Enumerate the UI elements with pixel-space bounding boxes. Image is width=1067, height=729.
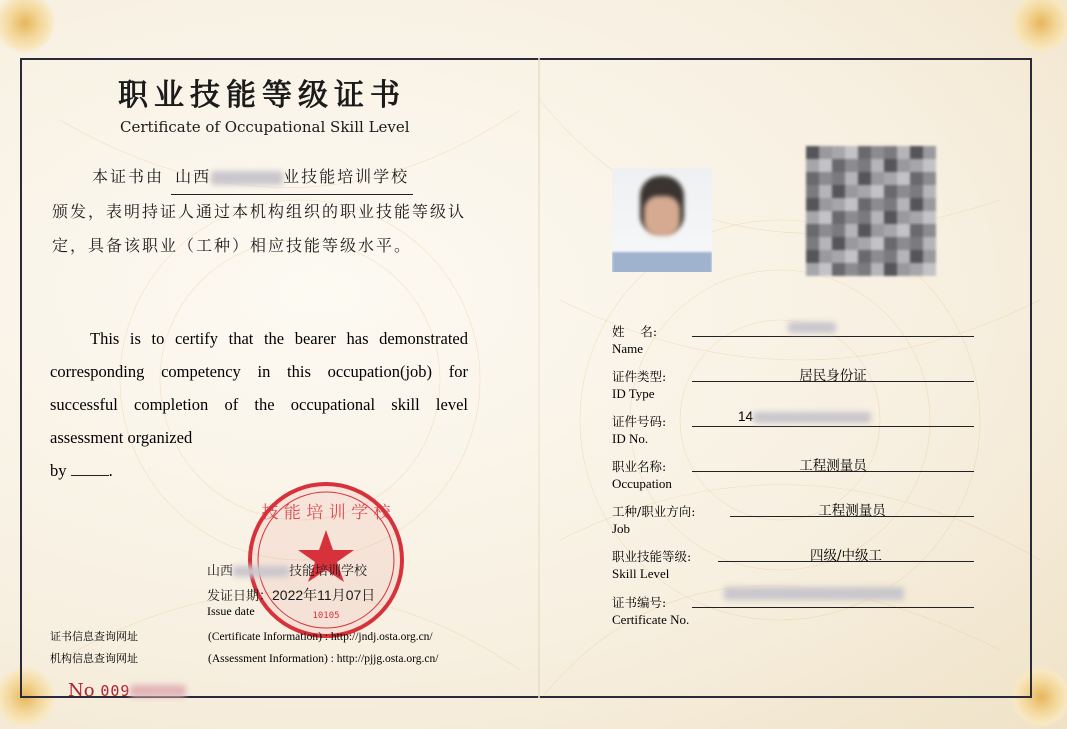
redacted-text <box>130 685 186 697</box>
statement-body: 颁发，表明持证人通过本机构组织的职业技能等级认定，具备该职业（工种）相应技能等级水平。 <box>52 202 467 255</box>
certificate-query-value: (Certificate Information) : http://jndj.osta.org.cn/ <box>208 631 433 643</box>
organizer-blank <box>71 475 109 476</box>
statement-prefix: 本证书由 <box>92 167 165 186</box>
center-fold <box>538 58 540 698</box>
field-label-en: Certificate No. <box>612 612 690 627</box>
issuer-signature-line <box>207 560 367 579</box>
redacted-name <box>788 322 836 333</box>
assessment-query-value: (Assessment Information) : http://pjjg.osta.org.cn/ <box>208 653 439 665</box>
title-english: Certificate of Occupational Skill Level <box>120 118 410 136</box>
field-label-en: ID No. <box>612 431 649 446</box>
field-underline <box>692 336 974 337</box>
holder-photo <box>612 168 712 272</box>
qr-code <box>806 146 936 276</box>
field-job <box>612 502 886 537</box>
issuer-line-end: 技能培训学校 <box>289 564 368 579</box>
issuer-line-start: 山西 <box>207 564 234 579</box>
field-value: 工程测量员 <box>818 503 886 519</box>
field-value: 工程测量员 <box>799 458 867 474</box>
field-occupation <box>612 457 867 492</box>
field-value: 四级/中级工 <box>809 548 883 564</box>
field-underline <box>692 607 974 608</box>
english-statement-by: by <box>50 461 67 480</box>
corner-ornament-top-right <box>1010 0 1067 54</box>
redacted-text <box>211 171 283 185</box>
english-statement-end: . <box>108 461 113 480</box>
field-id-type <box>612 367 867 402</box>
serial-number <box>68 680 186 701</box>
issue-date-value: 2022年11月07日 <box>272 587 376 603</box>
field-label-cn: 证件号码: <box>612 414 667 429</box>
redacted-certificate-number <box>724 587 904 600</box>
field-label-cn: 职业名称: <box>612 459 667 474</box>
serial-digits: 009 <box>100 682 131 700</box>
issuer-name-start: 山西 <box>175 167 212 186</box>
redacted-text <box>233 566 289 577</box>
english-statement-body: This is to certify that the bearer has demonstrated corresponding competency in this occupation(job) for successful completion of the occupational skill level assessment organized <box>50 329 468 447</box>
field-label-en: Occupation <box>612 476 672 491</box>
field-certificate-number <box>612 593 689 628</box>
field-underline <box>692 426 974 427</box>
field-value <box>738 409 871 425</box>
title-chinese: 职业技能等级证书 <box>118 78 406 113</box>
issue-date <box>207 585 375 605</box>
chinese-statement <box>52 160 472 263</box>
field-label-en: Name <box>612 341 644 356</box>
issuer-name-end: 业技能培训学校 <box>283 167 410 186</box>
field-label-en: ID Type <box>612 386 655 401</box>
serial-prefix: No <box>68 680 95 701</box>
field-id-number <box>612 409 754 447</box>
field-label-cn: 职业技能等级: <box>612 549 692 564</box>
id-number-visible: 14 <box>738 409 754 424</box>
certificate-query-url <box>50 628 433 644</box>
svg-text:10105: 10105 <box>312 611 340 621</box>
field-label-cn: 证件类型: <box>612 369 667 384</box>
issue-date-label-english: Issue date <box>207 604 255 618</box>
svg-text:技 能 培 训 学 校: 技 能 培 训 学 校 <box>261 503 391 523</box>
issue-date-label: 发证日期： <box>207 589 273 604</box>
redacted-text <box>753 412 871 423</box>
field-value: 居民身份证 <box>799 368 867 384</box>
field-label-cn: 证书编号: <box>612 595 667 610</box>
assessment-query-label: 机构信息查询网址 <box>50 652 138 665</box>
field-skill-level <box>612 547 883 582</box>
field-label-cn: 姓 名: <box>612 324 658 339</box>
field-label-cn: 工种/职业方向: <box>612 504 696 519</box>
corner-ornament-top-left <box>0 0 56 54</box>
field-label-en: Skill Level <box>612 566 670 581</box>
field-name <box>612 322 657 357</box>
certificate-query-label: 证书信息查询网址 <box>50 630 138 643</box>
assessment-query-url <box>50 650 438 666</box>
issuer-name-field <box>171 160 413 195</box>
field-label-en: Job <box>612 521 631 536</box>
english-statement <box>50 322 468 487</box>
